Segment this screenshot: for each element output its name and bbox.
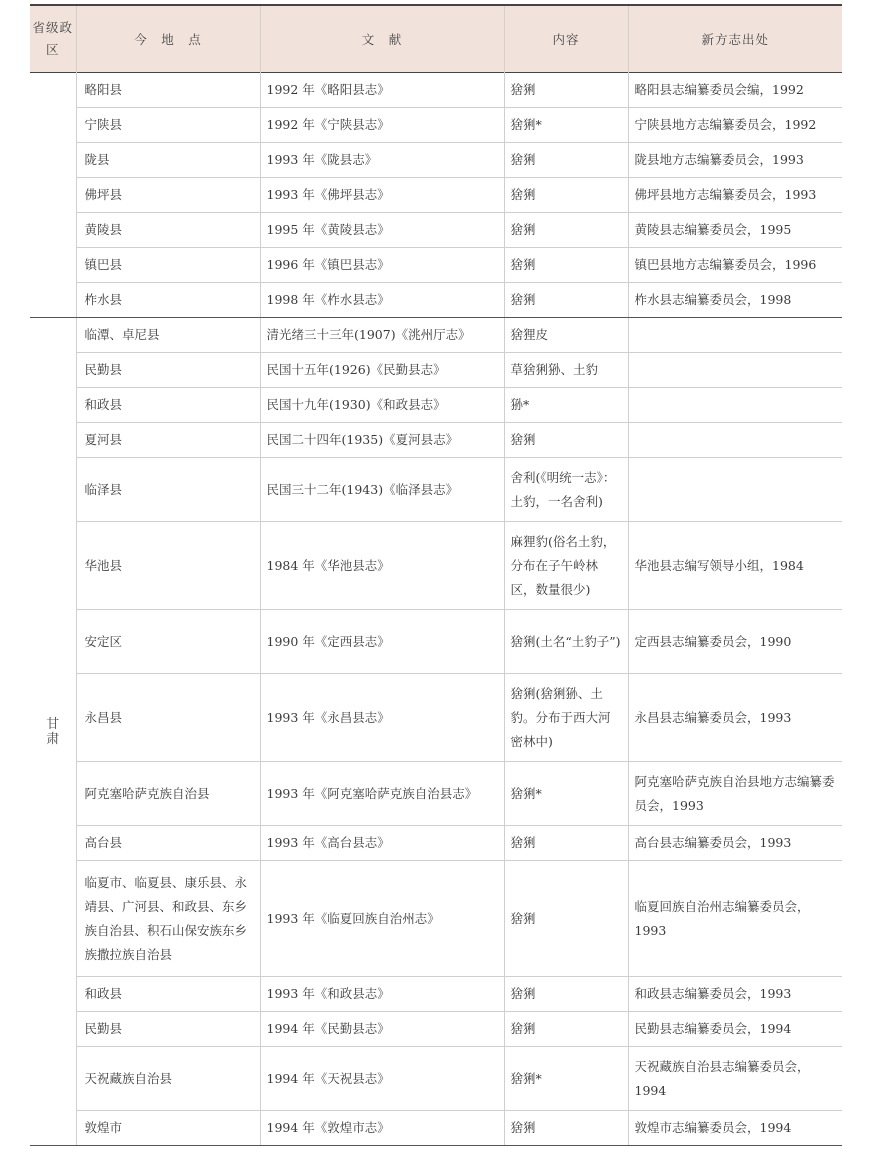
place-cell: 阿克塞哈萨克族自治县 xyxy=(76,762,260,826)
content-cell: 舍利(《明统一志》：土豹，一名舍利) xyxy=(504,458,628,522)
table-row xyxy=(30,1047,842,1111)
source-cell xyxy=(628,423,842,458)
place-cell: 敦煌市 xyxy=(76,1111,260,1146)
literature-cell: 1998 年《柞水县志》 xyxy=(260,283,504,318)
source-cell xyxy=(628,318,842,353)
place-cell: 和政县 xyxy=(76,977,260,1012)
literature-cell: 1994 年《敦煌市志》 xyxy=(260,1111,504,1146)
content-cell: 猞猁 xyxy=(504,73,628,108)
table-row xyxy=(30,762,842,826)
literature-cell: 1990 年《定西县志》 xyxy=(260,610,504,674)
table-row xyxy=(30,178,842,213)
table-row xyxy=(30,318,842,353)
content-cell: 猞猁 xyxy=(504,423,628,458)
literature-cell: 1993 年《和政县志》 xyxy=(260,977,504,1012)
place-cell: 民勤县 xyxy=(76,1012,260,1047)
source-cell: 临夏回族自治州志编纂委员会，1993 xyxy=(628,861,842,977)
source-cell: 天祝藏族自治县志编纂委员会，1994 xyxy=(628,1047,842,1111)
content-cell: 猞猁 xyxy=(504,143,628,178)
source-cell: 永昌县志编纂委员会，1993 xyxy=(628,674,842,762)
literature-cell: 1993 年《佛坪县志》 xyxy=(260,178,504,213)
place-cell: 高台县 xyxy=(76,826,260,861)
province-cell xyxy=(30,73,76,318)
header-literature: 文 献 xyxy=(260,5,504,73)
place-cell: 佛坪县 xyxy=(76,178,260,213)
content-cell: 猞猁 xyxy=(504,178,628,213)
content-cell: 猞猁 xyxy=(504,248,628,283)
source-cell: 宁陕县地方志编纂委员会，1992 xyxy=(628,108,842,143)
source-cell: 略阳县志编纂委员会编，1992 xyxy=(628,73,842,108)
place-cell: 黄陵县 xyxy=(76,213,260,248)
place-cell: 安定区 xyxy=(76,610,260,674)
content-cell: 猞猁* xyxy=(504,1047,628,1111)
literature-cell: 清光绪三十三年(1907)《洮州厅志》 xyxy=(260,318,504,353)
content-cell: 猞猁 xyxy=(504,977,628,1012)
literature-cell: 1994 年《民勤县志》 xyxy=(260,1012,504,1047)
source-cell: 敦煌市志编纂委员会，1994 xyxy=(628,1111,842,1146)
header-row xyxy=(30,5,842,73)
source-cell xyxy=(628,458,842,522)
place-cell: 华池县 xyxy=(76,522,260,610)
source-cell: 镇巴县地方志编纂委员会，1996 xyxy=(628,248,842,283)
table-row xyxy=(30,861,842,977)
source-cell: 和政县志编纂委员会，1993 xyxy=(628,977,842,1012)
content-cell: 猞狸皮 xyxy=(504,318,628,353)
place-cell: 宁陕县 xyxy=(76,108,260,143)
place-cell: 永昌县 xyxy=(76,674,260,762)
literature-cell: 民国三十二年(1943)《临泽县志》 xyxy=(260,458,504,522)
province-label: 甘肃 xyxy=(46,716,60,747)
literature-cell: 民国十九年(1930)《和政县志》 xyxy=(260,388,504,423)
content-cell: 猞猁 xyxy=(504,213,628,248)
source-cell xyxy=(628,388,842,423)
content-cell: 猞猁 xyxy=(504,1012,628,1047)
table-row xyxy=(30,388,842,423)
table-row xyxy=(30,826,842,861)
header-content: 内容 xyxy=(504,5,628,73)
content-cell: 猞猁(猞猁狲、土豹。分布于西大河密林中) xyxy=(504,674,628,762)
place-cell: 和政县 xyxy=(76,388,260,423)
source-cell: 阿克塞哈萨克族自治县地方志编纂委员会，1993 xyxy=(628,762,842,826)
content-cell: 猞猁 xyxy=(504,826,628,861)
content-cell: 猞猁* xyxy=(504,762,628,826)
content-cell: 麻狸豹(俗名土豹，分布在子午岭林区，数量很少) xyxy=(504,522,628,610)
literature-cell: 民国二十四年(1935)《夏河县志》 xyxy=(260,423,504,458)
header-place: 今 地 点 xyxy=(76,5,260,73)
literature-cell: 民国十五年(1926)《民勤县志》 xyxy=(260,353,504,388)
literature-cell: 1993 年《临夏回族自治州志》 xyxy=(260,861,504,977)
province-cell xyxy=(30,318,76,1146)
table-row xyxy=(30,458,842,522)
literature-cell: 1992 年《略阳县志》 xyxy=(260,73,504,108)
place-cell: 镇巴县 xyxy=(76,248,260,283)
source-cell: 黄陵县志编纂委员会，1995 xyxy=(628,213,842,248)
literature-cell: 1984 年《华池县志》 xyxy=(260,522,504,610)
table-row xyxy=(30,283,842,318)
table-row xyxy=(30,977,842,1012)
source-cell: 柞水县志编纂委员会，1998 xyxy=(628,283,842,318)
table-row xyxy=(30,143,842,178)
source-cell: 高台县志编纂委员会，1993 xyxy=(628,826,842,861)
place-cell: 临潭、卓尼县 xyxy=(76,318,260,353)
place-cell: 临泽县 xyxy=(76,458,260,522)
source-cell: 佛坪县地方志编纂委员会，1993 xyxy=(628,178,842,213)
content-cell: 狲* xyxy=(504,388,628,423)
content-cell: 猞猁(土名“土豹子”) xyxy=(504,610,628,674)
place-cell: 民勤县 xyxy=(76,353,260,388)
place-cell: 柞水县 xyxy=(76,283,260,318)
content-cell: 猞猁 xyxy=(504,283,628,318)
place-cell: 陇县 xyxy=(76,143,260,178)
header-source: 新方志出处 xyxy=(628,5,842,73)
literature-cell: 1993 年《阿克塞哈萨克族自治县志》 xyxy=(260,762,504,826)
source-cell xyxy=(628,353,842,388)
table-row xyxy=(30,423,842,458)
content-cell: 猞猁 xyxy=(504,1111,628,1146)
literature-cell: 1995 年《黄陵县志》 xyxy=(260,213,504,248)
table-row xyxy=(30,522,842,610)
place-cell: 临夏市、临夏县、康乐县、永靖县、广河县、和政县、东乡族自治县、积石山保安族东乡族撒拉族自治县 xyxy=(76,861,260,977)
table-row xyxy=(30,353,842,388)
place-cell: 天祝藏族自治县 xyxy=(76,1047,260,1111)
literature-cell: 1993 年《陇县志》 xyxy=(260,143,504,178)
table-row xyxy=(30,213,842,248)
literature-cell: 1994 年《天祝县志》 xyxy=(260,1047,504,1111)
source-cell: 民勤县志编纂委员会，1994 xyxy=(628,1012,842,1047)
table-row xyxy=(30,610,842,674)
table-row xyxy=(30,108,842,143)
table-row xyxy=(30,248,842,283)
table-row xyxy=(30,73,842,108)
table-row xyxy=(30,1012,842,1047)
records-table xyxy=(30,4,842,1146)
literature-cell: 1993 年《永昌县志》 xyxy=(260,674,504,762)
content-cell: 猞猁* xyxy=(504,108,628,143)
content-cell: 猞猁 xyxy=(504,861,628,977)
table-row xyxy=(30,674,842,762)
literature-cell: 1993 年《高台县志》 xyxy=(260,826,504,861)
table-row xyxy=(30,1111,842,1146)
source-cell: 定西县志编纂委员会，1990 xyxy=(628,610,842,674)
place-cell: 略阳县 xyxy=(76,73,260,108)
literature-cell: 1992 年《宁陕县志》 xyxy=(260,108,504,143)
source-cell: 陇县地方志编纂委员会，1993 xyxy=(628,143,842,178)
source-cell: 华池县志编写领导小组，1984 xyxy=(628,522,842,610)
literature-cell: 1996 年《镇巴县志》 xyxy=(260,248,504,283)
header-province: 省级政区 xyxy=(30,5,76,73)
content-cell: 草猞猁狲、土豹 xyxy=(504,353,628,388)
place-cell: 夏河县 xyxy=(76,423,260,458)
